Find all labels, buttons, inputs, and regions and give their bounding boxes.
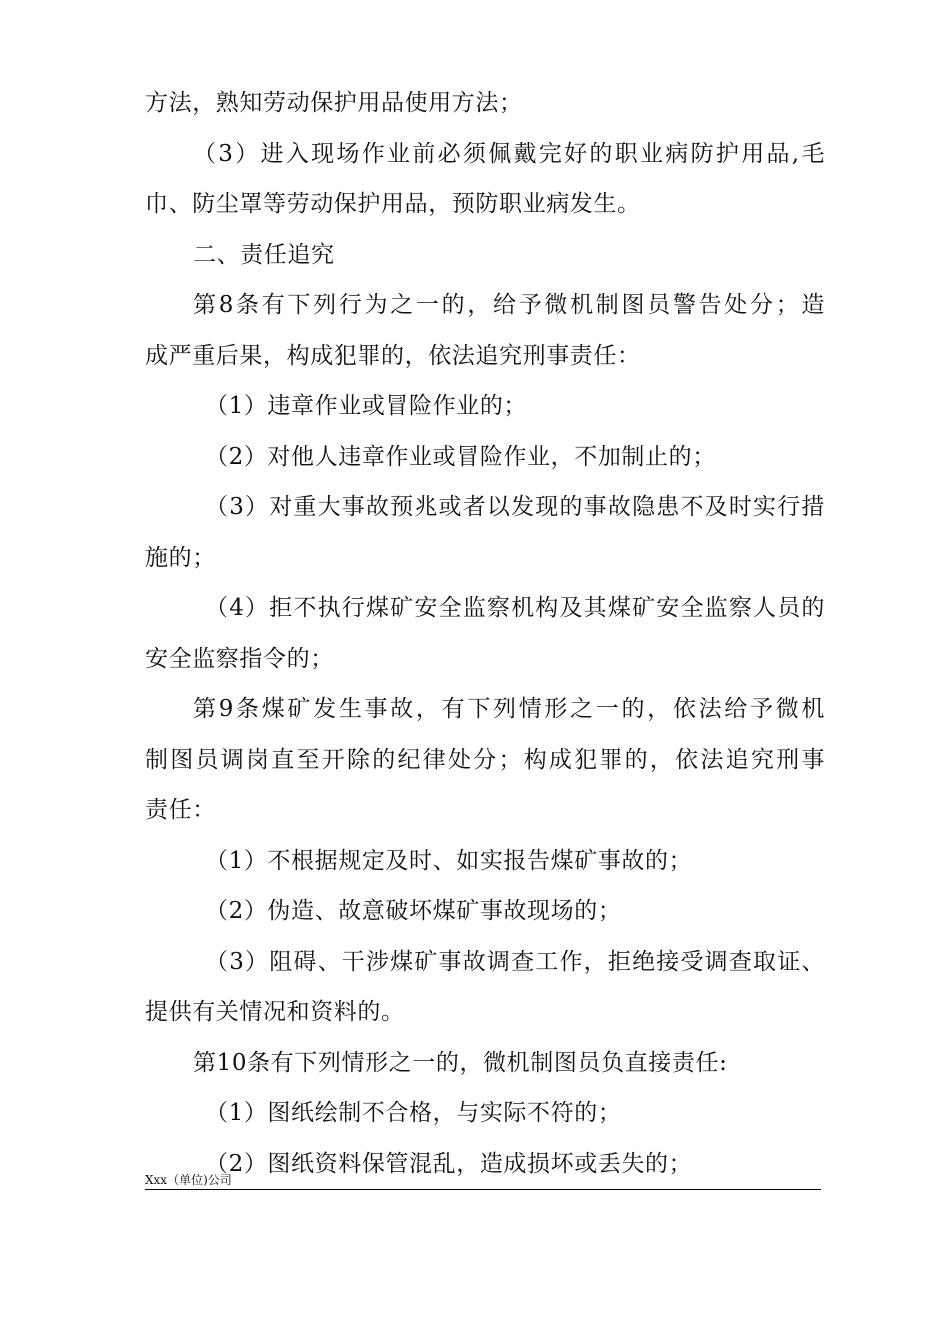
text-line: 提供有关情况和资料的。 (145, 999, 405, 1025)
text-line: 巾、防尘罩等劳动保护用品，预防职业病发生。 (145, 191, 641, 217)
text-line: 方法，熟知劳动保护用品使用方法； (145, 90, 523, 116)
text-line: 第8条有下列行为之一的，给予微机制图员警告处分；造 (193, 292, 825, 318)
text-line: 第9条煤矿发生事故，有下列情形之一的，依法给予微机 (193, 696, 825, 722)
text-line: （1）图纸绘制不合格，与实际不符的； (205, 1100, 622, 1126)
text-line: （3）对重大事故预兆或者以发现的事故隐患不及时实行措 (205, 494, 825, 520)
document-body (145, 78, 825, 1189)
text-line: （2）伪造、故意破坏煤矿事故现场的； (205, 898, 622, 924)
text-line: （1）不根据规定及时、如实报告煤矿事故的； (205, 847, 693, 874)
text-line: （2）对他人违章作业或冒险作业，不加制止的； (205, 443, 716, 470)
text-line: 第10条有下列情形之一的，微机制图员负直接责任: (193, 1049, 728, 1076)
text-line: 制图员调岗直至开除的纪律处分；构成犯罪的，依法追究刑事 (145, 746, 825, 773)
page-footer: Xxx（单位)公司 (145, 1172, 821, 1190)
text-line: 责任： (145, 797, 216, 823)
text-line: 成严重后果，构成犯罪的，依法追究刑事责任： (145, 342, 641, 369)
text-line: （3）进入现场作业前必须佩戴完好的职业病防护用品,毛 (193, 140, 825, 167)
text-line: （3）阻碍、干涉煤矿事故调查工作，拒绝接受调查取证、 (205, 948, 825, 975)
text-line: 施的； (145, 544, 216, 571)
text-line: （2）图纸资料保管混乱，造成损坏或丢失的； (205, 1150, 693, 1177)
text-line: （1）违章作业或冒险作业的； (205, 393, 528, 419)
section-heading: 二、责任追究 (193, 241, 335, 268)
text-line: （4）拒不执行煤矿安全监察机构及其煤矿安全监察人员的 (205, 595, 825, 621)
text-line: 安全监察指令的； (145, 645, 334, 672)
